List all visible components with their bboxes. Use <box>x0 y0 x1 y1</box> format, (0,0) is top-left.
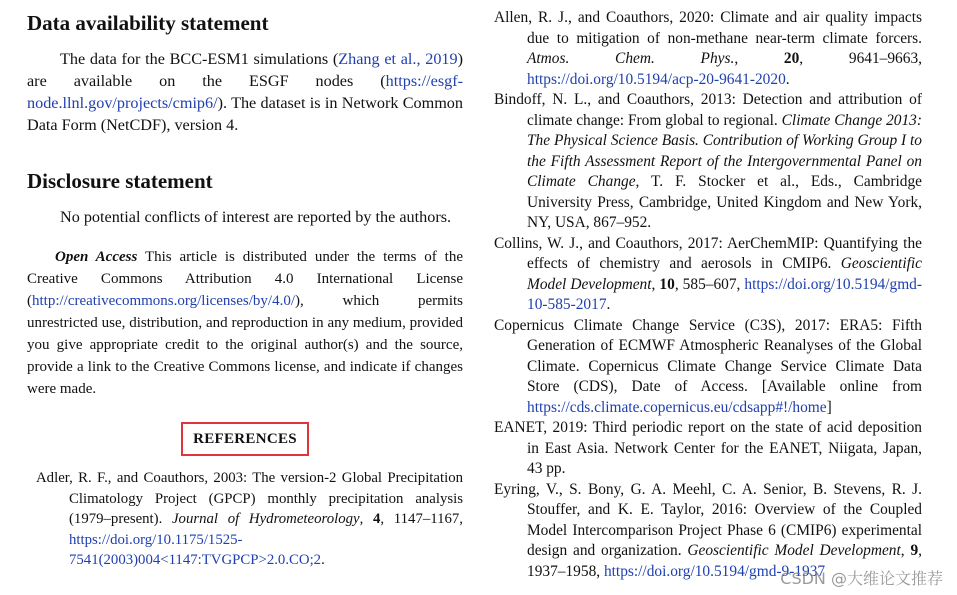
adler-doi-link[interactable]: https://doi.org/10.1175/1525-7541(2003)004<1147:TVGPCP>2.0.CO;2 <box>69 531 322 568</box>
volume: 9 <box>910 542 919 559</box>
reference-allen <box>494 8 922 90</box>
text-span: . <box>321 552 325 568</box>
references-heading: REFERENCES <box>181 422 309 456</box>
reference-eanet: EANET, 2019: Third periodic report on the state of acid deposition in East Asia. Network Center for the EANET, Niigata, Japan, 43 pp. <box>494 419 922 477</box>
journal-name: Atmos. Chem. Phys. <box>527 50 735 67</box>
reference-c3s <box>494 316 922 419</box>
c3s-link[interactable]: https://cds.climate.copernicus.eu/cdsapp#!/home <box>527 398 827 416</box>
volume: 10 <box>659 275 675 293</box>
journal-name: Journal of Hydrometeorology <box>171 511 360 527</box>
text-span: . <box>606 296 611 313</box>
text-span: . <box>785 70 790 88</box>
text-span: , 1147–1167, <box>380 511 463 527</box>
data-availability-paragraph <box>27 48 463 136</box>
reference-adler <box>27 468 463 571</box>
text-span: Collins, W. J., and Coauthors, 2017: AerChemMIP: Quantifying the effects of chemistry and aerosols in CMIP6. <box>494 234 922 272</box>
text-span: , <box>359 511 373 527</box>
text-span: , 585–607, <box>674 275 745 293</box>
text-span: , <box>734 50 784 67</box>
book-title: Climate Change 2013: The Physical Science Basis. Contribution of Working Group I to the Fifth Assessment Report of the Intergovernmental Panel on Climate Change <box>527 111 922 190</box>
data-availability-heading: Data availability statement <box>27 11 269 35</box>
esgf-link[interactable]: https://esgf-node.llnl.gov/projects/cmip6/ <box>27 72 463 112</box>
open-access-paragraph <box>27 246 463 400</box>
text-span: Eyring, V., S. Bony, G. A. Meehl, C. A. Senior, B. Stevens, R. J. Stouffer, and K. E. Taylor, 2016: Overview of the Coupled Model Intercomparison Project Phase 6 (CMIP6) experimental design and organization. <box>494 480 922 559</box>
right-column <box>494 8 922 582</box>
text-span: , T. F. Stocker et al., Eds., Cambridge University Press, Cambridge, United Kingdom and New York, NY, USA, 867–952. <box>527 173 922 231</box>
volume: 4 <box>373 511 381 527</box>
text-span: Adler, R. F., and Coauthors, 2003: The version-2 Global Precipitation Climatology Project (GPCP) monthly precipitation analysis (1979–present). <box>36 470 463 527</box>
csdn-watermark: CSDN @大维论文推荐 <box>780 569 943 588</box>
text-span: ), which permits unrestricted use, distribution, and reproduction in any medium, provided you give appropriate credit to the original author(s) and the source, provide a link to the Creative Commons license, and indicate if changes were made. <box>27 293 463 397</box>
text-span: The data for the BCC-ESM1 simulations ( <box>60 50 339 68</box>
zhang-citation-link[interactable]: Zhang et al., 2019 <box>338 50 458 68</box>
text-span: , <box>900 542 911 559</box>
text-span: , 1937–1958, <box>527 542 923 580</box>
references-heading-wrap <box>27 422 463 456</box>
reference-collins <box>494 234 922 316</box>
text-span: ) are available on the ESGF nodes ( <box>27 50 463 90</box>
reference-bindoff <box>494 90 922 234</box>
text-span: Copernicus Climate Change Service (C3S), 2017: ERA5: Fifth Generation of ECMWF Atmospheric Reanalyses of the Global Climate. Copernicus Climate Change Service Climate Data Store (CDS), Date of Access. [Available online from <box>494 316 922 395</box>
text-span: , <box>651 275 660 293</box>
text-span: , 9641–9663, <box>799 50 922 67</box>
text-span: ] <box>826 398 832 416</box>
text-span: Bindoff, N. L., and Coauthors, 2013: Detection and attribution of climate change: From global to regional. <box>494 91 922 129</box>
eyring-doi-link[interactable]: https://doi.org/10.5194/gmd-9-1937 <box>603 562 826 580</box>
disclosure-paragraph: No potential conflicts of interest are reported by the authors. <box>60 208 452 226</box>
journal-name: Geoscientific Model Development <box>527 255 922 293</box>
allen-doi-link[interactable]: https://doi.org/10.5194/acp-20-9641-2020 <box>527 70 786 88</box>
text-span: ). The dataset is in Network Common Data Form (NetCDF), version 4. <box>27 94 463 134</box>
disclosure-heading: Disclosure statement <box>27 169 213 193</box>
text-span: Allen, R. J., and Coauthors, 2020: Climate and air quality impacts due to mitigation of non-methane near-term climate forcers. <box>494 9 922 47</box>
left-column <box>27 8 463 571</box>
open-access-label: Open Access <box>55 249 138 265</box>
collins-doi-link[interactable]: https://doi.org/10.5194/gmd-10-585-2017 <box>527 275 922 313</box>
cc-license-link[interactable]: http://creativecommons.org/licenses/by/4.0/ <box>32 293 296 309</box>
text-span: This article is distributed under the terms of the Creative Commons Attribution 4.0 International License ( <box>27 249 463 309</box>
volume: 20 <box>783 50 800 67</box>
journal-name: Geoscientific Model Development <box>687 542 901 559</box>
